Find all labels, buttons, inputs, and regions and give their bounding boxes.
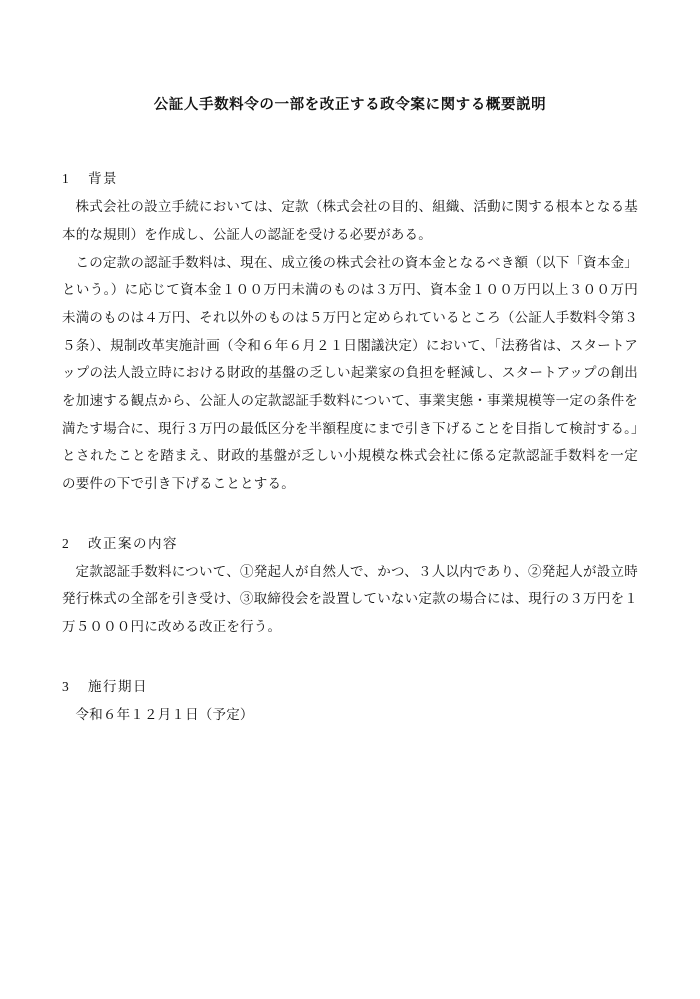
paragraph: 令和６年１２月１日（予定）: [75, 706, 254, 722]
section-body: [62, 193, 638, 497]
paragraph: この定款の認証手数料は、現在、成立後の株式会社の資本金となるべき額（以下「資本金」という。）に応じて資本金１００万円未満のものは３万円、資本金１００万円以上３００万円未満のものは４万円、それ以外のものは５万円と定められているところ（公証人手数料令第３５条）、規制改革実施計画（令和６年６月２１日閣議決定）において、「法務省は、スタートアップの法人設立時における財政的基盤の乏しい起業家の負担を軽減し、スタートアップの創出を加速する観点から、公証人の定款認証手数料について、事業実態・事業規模等一定の条件を満たす場合に、現行３万円の最低区分を半額程度にまで引き下げることを目指して検討する。」とされたことを踏まえ、財政的基盤が乏しい小規模な株式会社に係る定款認証手数料を一定の要件の下で引き下げることとする。: [62, 254, 638, 491]
section-label: 改正案の内容: [88, 535, 178, 551]
section-number: 3: [62, 678, 70, 694]
section-background: [62, 167, 638, 497]
section-label: 施行期日: [88, 678, 148, 694]
section-effective-date: [62, 675, 638, 729]
section-heading: [62, 675, 638, 695]
section-heading: [62, 532, 638, 552]
section-body: [62, 558, 638, 641]
paragraph: 株式会社の設立手続においては、定款（株式会社の目的、組織、活動に関する根本となる基本的な規則）を作成し、公証人の認証を受ける必要がある。: [62, 199, 638, 242]
paragraph: 定款認証手数料について、①発起人が自然人で、かつ、３人以内であり、②発起人が設立時発行株式の全部を引き受け、③取締役会を設置していない定款の場合には、現行の３万円を１万５０００円に改める改正を行う。: [62, 563, 638, 634]
page-title: 公証人手数料令の一部を改正する政令案に関する概要説明: [153, 97, 547, 113]
section-number: 2: [62, 535, 70, 551]
section-body: [62, 701, 638, 729]
section-amendment-content: [62, 532, 638, 641]
section-number: 1: [62, 171, 70, 187]
section-label: 背景: [88, 171, 118, 187]
title-spacer: [62, 117, 638, 133]
section-heading: [62, 167, 638, 187]
